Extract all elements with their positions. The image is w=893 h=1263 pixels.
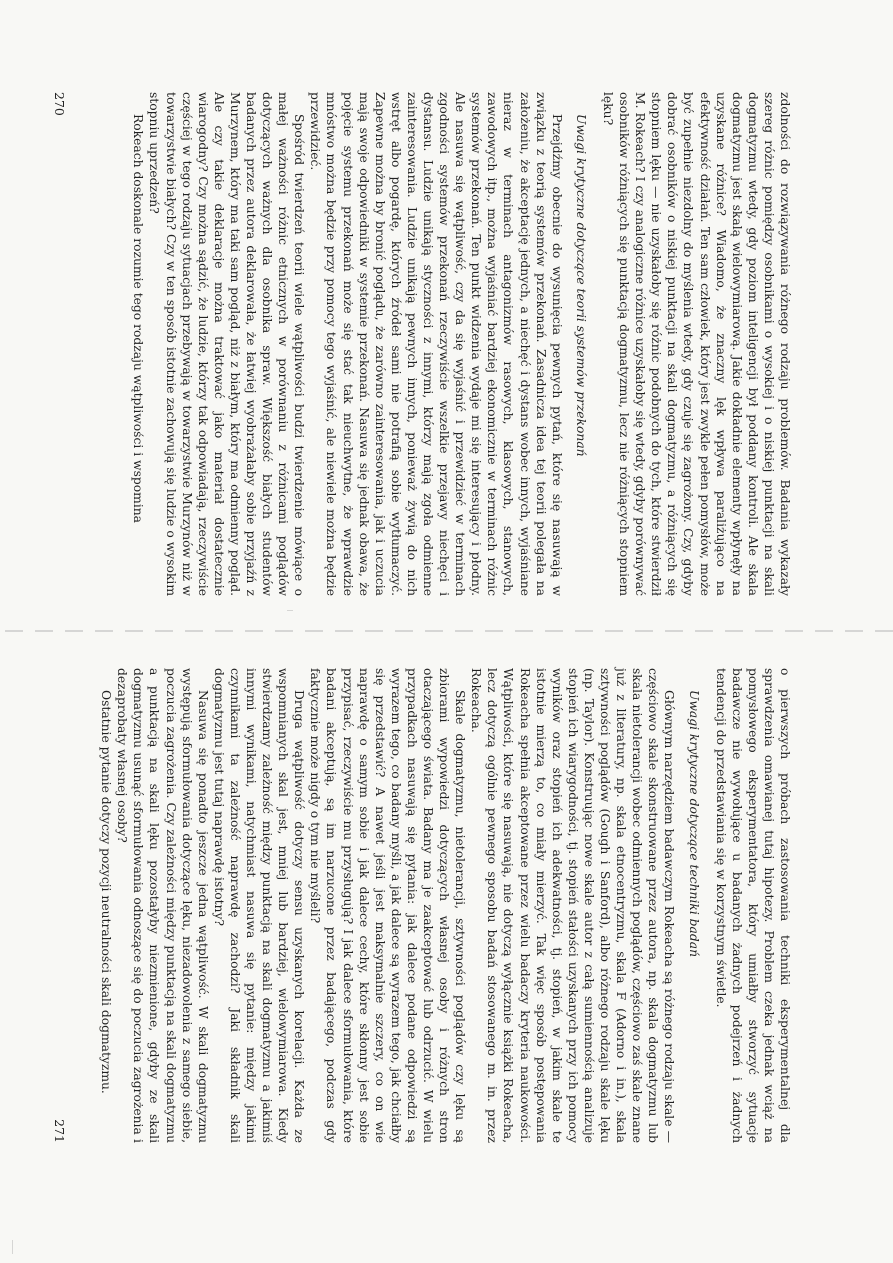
- paragraph: Nasuwa się ponadto jeszcze jedna wątpliwość. W skali dogmatyzmu występują sformułowania dotyczące lęku, niezadowolenia z samego siebie, poczucia zagrożenia. Czy zależności między punktacją na skali dogmatyzmu a punktacją na skali lęku pozostałyby niezmienione, gdyby ze skali dogmatyzmu usunąć sformułowania odnoszące się do poczucia zagrożenia i dezaprobaty własnej osoby?: [115, 668, 210, 1143]
- paragraph: Przejdźmy obecnie do wysunięcia pewnych pytań, które się nasuwają w związku z teorią systemów przekonań. Zasadnicza idea tej teorii polegała na założeniu, że akceptację jednych, a niechęć i dystans wobec innych, wyjaśniane nieraz w terminach antagonizmów rasowych, klasowych, stanowych, zawodowych itp., można wyjaśniać bardziej ekonomicznie w terminach różnic systemów przekonań. Ten punkt widzenia wydaje mi się interesujący i płodny. Ale nasuwa się wątpliwość, czy da się wyjaśnić i przewidzieć w terminach zgodności systemów przekonań rzeczywiście wszelkie przejawy niechęci i dystansu. Ludzie unikają styczności z innymi, którzy mają zgoła odmienne zainteresowania. Ludzie unikają pewnych innych, ponieważ żywią do nich wstręt albo pogardę, których źródeł sami nie potrafią sobie wytłumaczyć. Zapewne można by bronić poglądu, że zarówno zainteresowania, jak i uczucia mają swoje odpowiedniki w systemie przekonań. Nasuwa się jednak obawa, że pojęcie systemu przekonań może się stać tak nieuchwytne, że wprawdzie mnóstwo można będzie przy pomocy tego wyjaśnić, ale niewiele można będzie przewidzieć.: [308, 92, 564, 596]
- right-page-body: [98, 668, 793, 1143]
- paragraph: Skale dogmatyzmu, nietolerancji, sztywności poglądów czy lęku są zbiorami wypowiedzi dotyczących własnej osoby i różnych stron otaczającego świata. Badany ma je zaakceptować lub odrzucić. W wielu przypadkach nasuwają się pytania: jak dalece podane odpowiedzi są wyrazem tego, co badany myśli, a jak dalece są wyrazem tego, jak chciałby się przedstawić? A nawet jeśli jest maksymalnie szczery, co on wie naprawdę o samym sobie i jak dalece cechy, które skłonny jest sobie przypisać, rzeczywiście mu przysługują? I jak dalece sformułowania, które badani akceptują, są im narzucone przez badającego, podczas gdy faktycznie może nigdy o tym nie myśleli?: [308, 668, 468, 1143]
- paragraph: Rokeach doskonale rozumie tego rodzaju wątpliwości i wspomina: [131, 114, 146, 524]
- left-page-body: [130, 92, 793, 596]
- paragraph: zdolności do rozwiązywania różnego rodzaju problemów. Badania wykazały szereg różnic pomiędzy osobnikami o wysokiej i o niskiej punktacji na skali dogmatyzmu wtedy, gdy poziom inteligencji był poddany kontroli. Ale skala dogmatyzmu jest skalą wielowymiarową. Jakie dokładnie elementy wpłynęły na uzyskane różnice? Wiadomo, że znaczny lęk wpływa paraliżująco na efektywność działań. Ten sam człowiek, który jest zwykle pełen pomysłów, może być zupełnie niezdolny do myślenia wtedy, gdy czuje się zagrożony. Czy, gdyby dobrać osobników o niskiej punktacji na skali dogmatyzmu, a różniących się stopniem lęku — nie uzyskałoby się różnic podobnych do tych, które stwierdził M. Rokeach? I czy analogiczne różnice uzyskałoby się wtedy, gdyby porównywać osobników różniących się punktacją dogmatyzmu, lecz nie różniących stopniem lęku?: [600, 92, 792, 596]
- page-number: 270: [52, 92, 67, 116]
- paragraph: Spośród twierdzeń teorii wiele wątpliwości budzi twierdzenie mówiące o małej ważności różnic etnicznych w porównaniu z różnicami poglądów dotyczących ważnych dla osobnika spraw. Większość białych studentów badanych przez autora deklarowała, że łatwiej wyobrażałaby sobie przyjaźń z Murzynem, który ma taki sam pogląd, niż z białym, który ma odmienny pogląd. Ale czy takie deklaracje można traktować jako materiał dostatecznie wiarogodny? Czy można sądzić, że ludzie, którzy tak odpowiadają, rzeczywiście częściej w tego rodzaju sytuacjach przebywają w towarzystwie Murzynów niż w towarzystwie białych? Czy w ten sposób istotnie zachowują się ludzie o wysokim stopniu uprzedzeń?: [147, 92, 307, 596]
- section-title: Uwagi krytyczne dotyczące techniki badań: [686, 690, 701, 958]
- paragraph: Głównym narzędziem badawczym Rokeacha są różnego rodzaju skale — częściowo skale skonstruowane przez autora, np. skala dogmatyzmu lub skala nietolerancji wobec odmiennych poglądów, częściowo zaś skale znane już z literatury, np. skala etnocentryzmu, skala F (Adorno i in.), skala sztywności poglądów (Gough i Sanford), albo różnego rodzaju skale lęku (np. Taylor). Konstruując nowe skale autor z całą sumiennością analizuje stopień ich wiarygodności, tj. stopień stałości uzyskanych przy ich pomocy wyników oraz stopień ich adekwatności, tj. stopień, w jakim skale te istotnie mierzą to, co miały mierzyć. Tak więc sposób postępowania Rokeacha spełnia akceptowane przez wielu badaczy kryteria naukowości. Wątpliwości, które się nasuwają, nie dotyczą wyłącznie książki Rokeacha, lecz dotyczą ogólnie pewnego sposobu badań stosowanego m. in. przez Rokeacha.: [469, 668, 677, 1143]
- page-number: 271: [52, 1119, 67, 1143]
- scan-mark: [12, 1240, 13, 1254]
- paragraph: o pierwszych próbach zastosowania techniki eksperymentalnej dla sprawdzenia omawianej tutaj hipotezy. Problem czeka jednak wciąż na pomysłowego eksperymentatora, który umiałby stworzyć sytuacje badawcze nie wywołujące u badanych żadnych podejrzeń i żadnych tendencji do przedstawiania się w korzystnym świetle.: [713, 668, 792, 1143]
- scan-mark: [287, 610, 293, 611]
- section-title: Uwagi krytyczne dotyczące teorii systemów przekonań: [573, 114, 588, 457]
- paragraph: Ostatnie pytanie dotyczy pozycji neutralności skali dogmatyzmu.: [99, 690, 114, 1094]
- paragraph: Druga wątpliwość dotyczy sensu uzyskanych korelacji. Każda ze wspomnianych skal jest, mniej lub bardziej, wielowymiarowa. Kiedy stwierdzamy zależność między punktacją na skali dogmatyzmu a jakimiś innymi wynikami, natychmiast nasuwa się pytanie: między jakimi czynnikami ta zależność naprawdę zachodzi? Jaki składnik skali dogmatyzmu jest tutaj naprawdę istotny?: [211, 668, 307, 1143]
- right-page: [0, 632, 893, 1263]
